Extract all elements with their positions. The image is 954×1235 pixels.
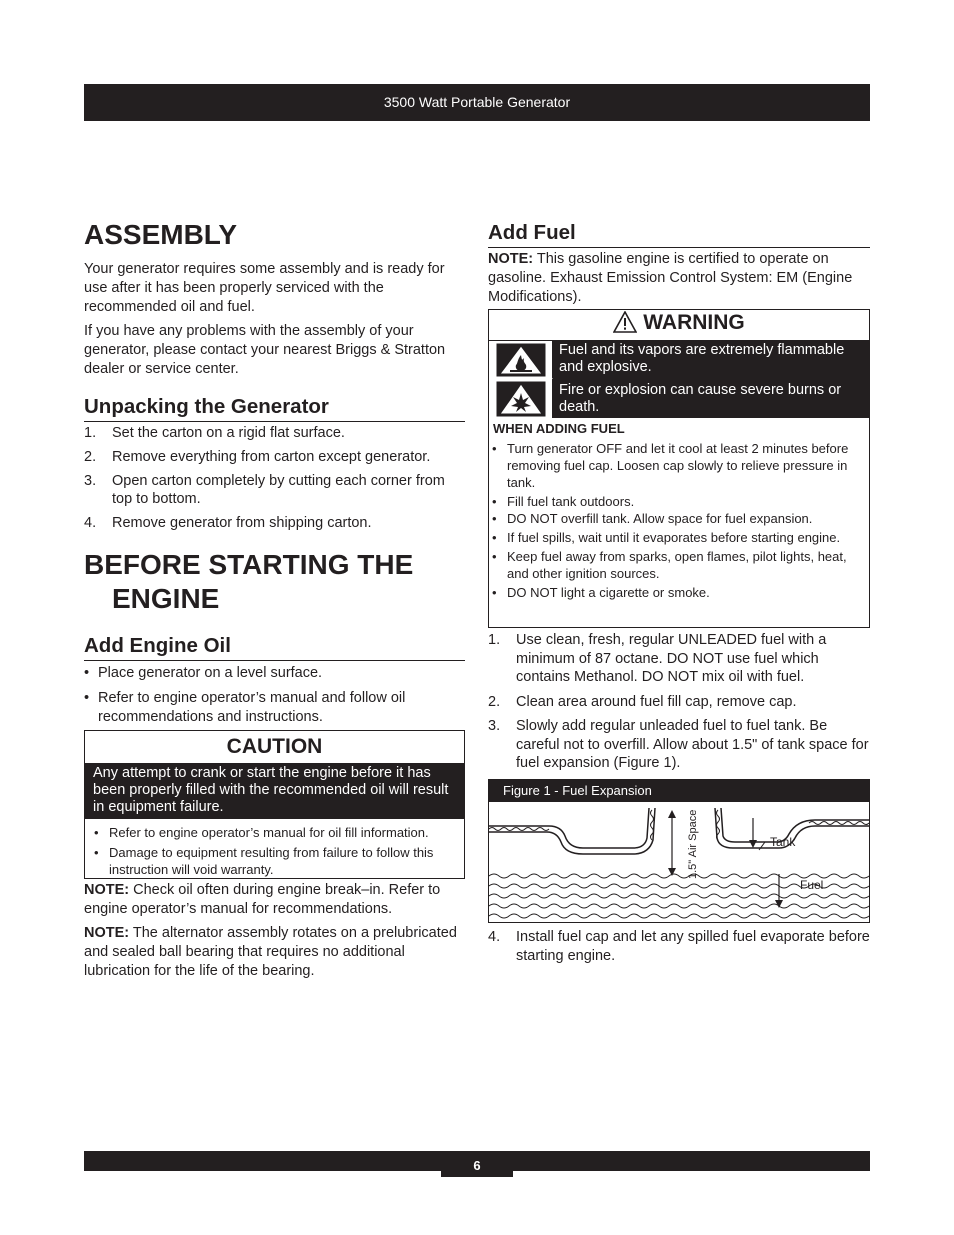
engine-oil-bullets bbox=[84, 664, 465, 733]
list-item: • Fill fuel tank outdoors. bbox=[489, 493, 865, 510]
page-number: 6 bbox=[441, 1151, 513, 1177]
add-fuel-heading: Add Fuel bbox=[488, 221, 870, 248]
list-item: • Damage to equipment resulting from failure to follow this instruction will void warranty. bbox=[91, 844, 458, 878]
list-item: 1. Set the carton on a rigid flat surface. bbox=[84, 425, 345, 441]
list-item: 4. Remove generator from shipping carton. bbox=[84, 515, 372, 531]
note-oil-check: NOTE: Check oil often during engine break–in. Refer to engine operator’s manual for recommendations. bbox=[84, 882, 441, 917]
document-title: 3500 Watt Portable Generator bbox=[383, 94, 571, 110]
hazard-icon-cell bbox=[489, 340, 553, 378]
caution-box bbox=[84, 730, 465, 879]
note-alternator: NOTE: The alternator assembly rotates on a prelubricated and sealed ball bearing that requires no additional lubrication for the life of the bearing. bbox=[84, 925, 457, 979]
assembly-paragraph-2: If you have any problems with the assembly of your generator, please contact your nearest Briggs & Stratton dealer or service center. bbox=[84, 323, 446, 377]
list-item: 2. Clean area around fuel fill cap, remove cap. bbox=[488, 693, 797, 710]
hazard-icon-cell bbox=[489, 378, 553, 418]
warning-box bbox=[488, 309, 870, 628]
list-item: • Refer to engine operator’s manual and follow oil recommendations and instructions. bbox=[84, 689, 465, 727]
list-item: • DO NOT light a cigarette or smoke. bbox=[489, 584, 865, 601]
hazard-row-flammable bbox=[489, 340, 869, 378]
caution-message: Any attempt to crank or start the engine before it has been properly filled with the recommended oil will result in equipment failure. bbox=[85, 763, 464, 819]
assembly-heading: ASSEMBLY bbox=[84, 219, 238, 250]
before-starting-heading: BEFORE STARTING THE ENGINE bbox=[84, 549, 414, 614]
explosion-hazard-icon bbox=[496, 381, 546, 417]
flammable-hazard-icon bbox=[496, 343, 546, 377]
warning-title: WARNING bbox=[643, 311, 745, 334]
hazard-row-explosion bbox=[489, 378, 869, 418]
list-item: • Turn generator OFF and let it cool at least 2 minutes before removing fuel cap. Loosen cap slowly to relieve pressure in tank. bbox=[489, 440, 865, 491]
header-bar bbox=[84, 84, 870, 121]
warning-bullets bbox=[489, 437, 869, 601]
list-item: 1. Use clean, fresh, regular UNLEADED fuel with a minimum of 87 octane. DO NOT use fuel which contains Methanol. DO NOT mix oil with fuel. bbox=[488, 632, 827, 685]
list-item: • Refer to engine operator’s manual for oil fill information. bbox=[91, 824, 458, 841]
list-item: 4. Install fuel cap and let any spilled fuel evaporate before starting engine. bbox=[488, 929, 870, 964]
caution-bullets bbox=[85, 819, 464, 878]
figure-fuel-expansion bbox=[488, 779, 870, 923]
air-space-label: 1.5" Air Space bbox=[687, 809, 699, 879]
figure-caption: Figure 1 - Fuel Expansion bbox=[489, 780, 869, 802]
hazard-text-flammable: Fuel and its vapors are extremely flammable and explosive. bbox=[553, 340, 869, 378]
note-gasoline: NOTE: This gasoline engine is certified to operate on gasoline. Exhaust Emission Control System: EM (Engine Modifications). bbox=[488, 251, 853, 305]
tank-label: Tank bbox=[770, 835, 796, 849]
fuel-label: Fuel bbox=[800, 878, 824, 892]
list-item: 3. Open carton completely by cutting each corner from top to bottom. bbox=[84, 473, 445, 507]
fuel-tank-diagram bbox=[489, 802, 869, 922]
list-item: • DO NOT overfill tank. Allow space for fuel expansion. bbox=[489, 510, 865, 527]
list-item: • Keep fuel away from sparks, open flames, pilot lights, heat, and other ignition sources. bbox=[489, 548, 865, 582]
when-adding-fuel-subheading: WHEN ADDING FUEL bbox=[493, 421, 625, 436]
list-item: • Place generator on a level surface. bbox=[84, 664, 465, 683]
warning-triangle-icon bbox=[613, 311, 637, 333]
list-item: • If fuel spills, wait until it evaporates before starting engine. bbox=[489, 529, 865, 546]
unpacking-steps bbox=[84, 424, 465, 538]
assembly-paragraph-1: Your generator requires some assembly and is ready for use after it has been properly serviced with the recommended oil and fuel. bbox=[84, 261, 445, 315]
warning-header bbox=[489, 310, 869, 340]
fuel-steps bbox=[488, 631, 870, 779]
list-item: 3. Slowly add regular unleaded fuel to fuel tank. Be careful not to overfill. Allow about 1.5" of tank space for fuel expansion (Figure 1). bbox=[488, 718, 869, 771]
hazard-text-explosion: Fire or explosion can cause severe burns or death. bbox=[553, 378, 869, 418]
add-engine-oil-heading: Add Engine Oil bbox=[84, 634, 465, 661]
fuel-step-4 bbox=[488, 928, 870, 971]
caution-title: CAUTION bbox=[226, 735, 323, 758]
list-item: 2. Remove everything from carton except generator. bbox=[84, 449, 431, 465]
unpacking-heading: Unpacking the Generator bbox=[84, 395, 465, 422]
